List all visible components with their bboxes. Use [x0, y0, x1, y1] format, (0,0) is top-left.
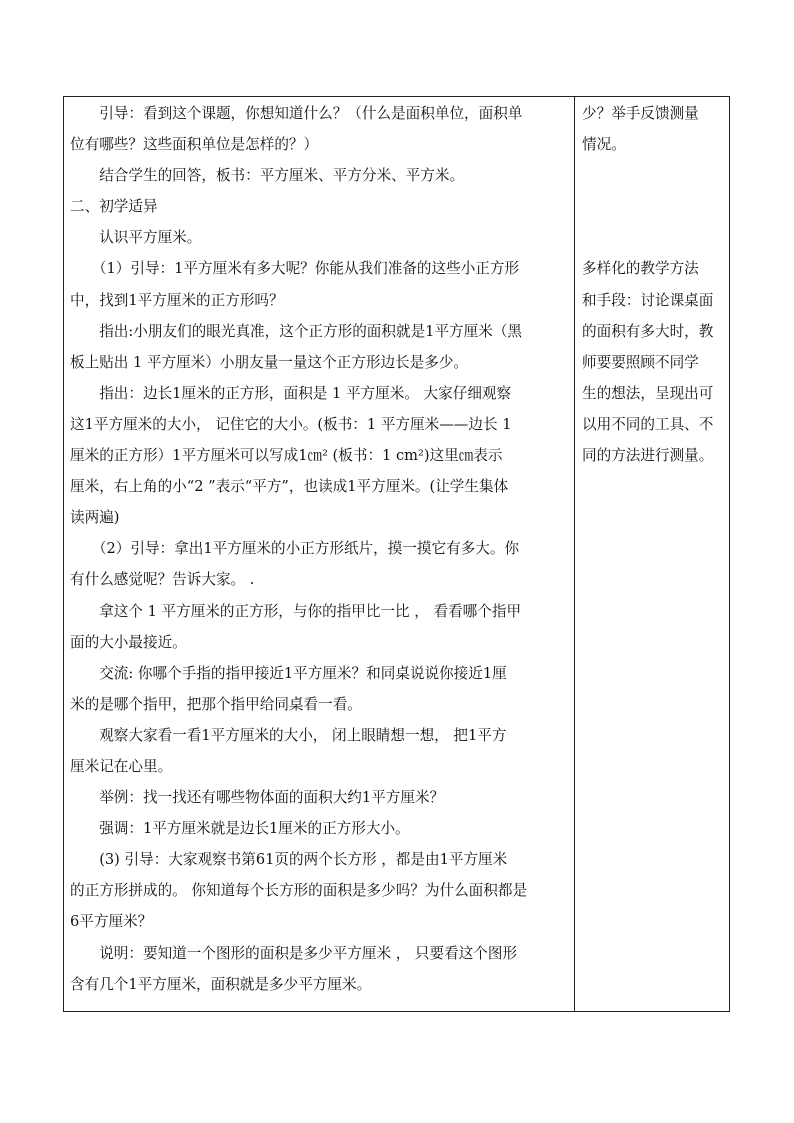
text-line: 厘米的正方形）1平方厘米可以写成1㎝² (板书：1 cm²)这里㎝表示 — [70, 447, 503, 465]
text-line: 举例：找一找还有哪些物体面的面积大约1平方厘米？ — [70, 789, 445, 807]
text-line: 说明：要知道一个图形的面积是多少平方厘米 ， 只要看这个图形 — [70, 944, 518, 962]
text-line: 读两遍) — [70, 509, 120, 527]
text-line: 的正方形拼成的。 你知道每个长方形的面积是多少吗？为什么面积都是 — [70, 882, 528, 900]
text-line: 含有几个1平方厘米，面积就是多少平方厘米。 — [70, 975, 372, 993]
text-line: 观察大家看一看1平方厘米的大小， 闭上眼睛想一想， 把1平方 — [70, 726, 507, 744]
text-line: 有什么感觉呢？告诉大家。 . — [70, 571, 255, 589]
note-line: 同的方法进行测量。 — [582, 447, 714, 465]
text-line: 6平方厘米？ — [70, 913, 153, 931]
teaching-process-column — [70, 98, 570, 1000]
column-divider — [574, 96, 575, 1012]
note-line: 的面积有多大时，教 — [582, 322, 714, 340]
text-line: 位有哪些？这些面积单位是怎样的？） — [70, 136, 319, 154]
text-line: 强调：1平方厘米就是边长1厘米的正方形大小。 — [70, 820, 410, 838]
note-line: 多样化的教学方法 — [582, 260, 699, 278]
section-heading: 二、初学适异 — [70, 198, 158, 216]
text-line: (3) 引导：大家观察书第61页的两个长方形 ，都是由1平方厘米 — [70, 851, 508, 869]
text-line: 拿这个 1 平方厘米的正方形，与你的指甲比一比 ， 看看哪个指甲 — [70, 602, 522, 620]
spacer — [582, 160, 727, 253]
text-line: 中，找到1平方厘米的正方形吗？ — [70, 291, 284, 309]
note-line: 师要要照顾不同学 — [582, 353, 699, 371]
note-line: 生的想法，呈现出可 — [582, 384, 714, 402]
note-line: 情况。 — [582, 136, 626, 154]
text-line: 指出：边长1厘米的正方形，面积是 1 平方厘米。 大家仔细观察 — [70, 384, 512, 402]
text-line: 指出:小朋友们的眼光真准，这个正方形的面积就是1平方厘米（黑 — [70, 322, 523, 340]
text-line: 交流: 你哪个手指的指甲接近1平方厘米？和同桌说说你接近1厘 — [70, 664, 507, 682]
text-line: 米的是哪个指甲，把那个指甲给同桌看一看。 — [70, 695, 362, 713]
text-line: （1）引导：1平方厘米有多大呢？你能从我们准备的这些小正方形 — [70, 260, 520, 278]
design-intent-column — [582, 98, 727, 471]
text-line: 厘米记在心里。 — [70, 757, 173, 775]
text-line: 这1平方厘米的大小， 记住它的大小。(板书：1 平方厘米——边长 1 — [70, 415, 512, 433]
text-line: 厘米，右上角的小“2 ”表示“平方”，也读成1平方厘米。(让学生集体 — [70, 478, 509, 496]
note-line: 少？举手反馈测量 — [582, 105, 699, 122]
text-line: 引导：看到这个课题，你想知道什么？（什么是面积单位，面积单 — [70, 105, 523, 122]
text-line: 板上贴出 1 平方厘米）小朋友量一量这个正方形边长是多少。 — [70, 353, 469, 371]
note-line: 以用不同的工具、不 — [582, 415, 714, 433]
note-line: 和手段：讨论课桌面 — [582, 291, 714, 309]
text-line: 认识平方厘米。 — [70, 229, 202, 247]
text-line: 结合学生的回答，板书：平方厘米、平方分米、平方米。 — [70, 167, 465, 185]
text-line: 面的大小最接近。 — [70, 633, 187, 651]
text-line: （2）引导：拿出1平方厘米的小正方形纸片，摸一摸它有多大。你 — [70, 540, 520, 558]
